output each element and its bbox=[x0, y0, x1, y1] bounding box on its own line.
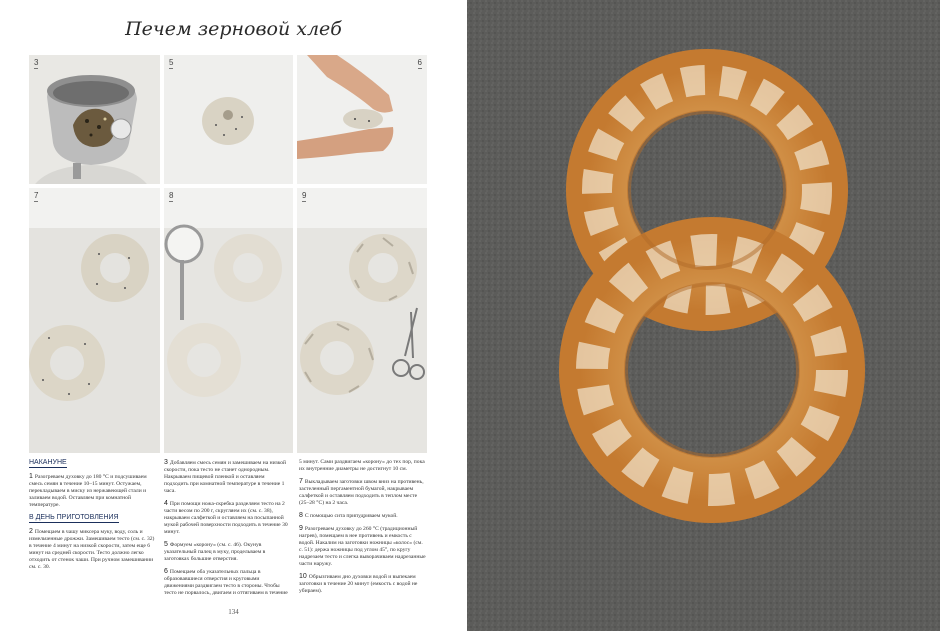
step-5: 5 Формуем «корону» (см. с. 46). Окунув указательный палец в муку, продельваем в заготовках большие отверстия. bbox=[164, 541, 266, 562]
step-number: 8 bbox=[169, 191, 174, 200]
page-number: 134 bbox=[228, 608, 239, 616]
step-number: 6 bbox=[417, 58, 422, 67]
step-10: 10 Обрызгиваем дно духовки водой и выпекаем заготовки в течение 20 минут (емкость с водой не убираем). bbox=[299, 573, 418, 594]
text-column-3 bbox=[299, 459, 427, 600]
figure-eight-bread-illustration bbox=[467, 0, 940, 631]
bread-photo bbox=[467, 0, 940, 631]
text-column-2 bbox=[164, 459, 290, 602]
section-heading-nakanune: НАКАНУНЕ bbox=[29, 459, 67, 466]
step-1: 1 Разогреваем духовку до 180 °С и подсушиваем смесь семян в течение 10–15 минут. Остужаем, перекладываем в миску из нержавеющей стали и заливаем водой. Оставляем при комнатной температуре. bbox=[29, 473, 147, 508]
step-photo-7 bbox=[29, 188, 160, 453]
step-photo-3 bbox=[29, 55, 160, 184]
step-3: 3 Добавляем смесь семян и замешиваем на низкой скорости, пока тесто не станет однородным. Накрываем пищевой пленкой и оставляем подходить при комнатной температуре в течение 1 часа. bbox=[164, 459, 286, 494]
step-8: 8 С помощью сита припудриваем мукой. bbox=[299, 512, 398, 519]
dough-ball-illustration bbox=[164, 55, 293, 184]
step-4: 4 При помощи ножа-скребка разделяем тесто на 2 части весом по 200 г, скругляем их (см. с. 38), накрываем салфеткой и оставляем на посыпанной мукой рабочей поверхности подходить в течение 30 минут. bbox=[164, 500, 288, 535]
step-6-continued: 5 минут. Сами раздвигаем «корону» до тех пор, пока их внутренние диаметры не достигнут 10 см. bbox=[299, 459, 425, 472]
step-9: 9 Разогреваем духовку до 260 °С (традиционный нагрев), помещаем в нее противень и емкость с водой. Накалим на заготовки ножницы «колос» (см. с. 51): держа ножницы под углом 45°, по кругу надрезаем тесто и слегка выворачиваем надрезанные части наружу. bbox=[299, 525, 426, 567]
text-column-1 bbox=[29, 459, 157, 576]
step-number: 7 bbox=[34, 191, 39, 200]
dough-rings-illustration bbox=[29, 188, 160, 453]
hands-shaping-illustration bbox=[297, 55, 427, 184]
left-page bbox=[0, 0, 467, 631]
step-6: 6 Помещаем оба указательных пальца в образовавшиеся отверстия и круговыми движениями раздвигаем тесто в стороны. Чтобы тесто не порвалось, двигаем и оттягиваем в течение bbox=[164, 568, 288, 596]
step-photo-6 bbox=[297, 55, 427, 184]
step-number: 3 bbox=[34, 58, 39, 67]
step-photo-8 bbox=[164, 188, 293, 453]
section-heading-v-den: В ДЕНЬ ПРИГОТОВЛЕНИЯ bbox=[29, 514, 119, 521]
step-7: 7 Выкладываем заготовки швом вниз на противень, застеленный пергаментной бумагой, накрываем салфеткой и оставляем подходить в теплом месте (25–28 °С) на 2 часа. bbox=[299, 478, 424, 506]
step-photo-5 bbox=[164, 55, 293, 184]
step-number: 9 bbox=[302, 191, 307, 200]
step-2: 2 Помещаем в чашу миксера муку, воду, соль и измельченные дрожжи. Замешиваем тесто (см. с. 32) в течение 4 минут на низкой скорости, затем еще 6 минут на средней скорости. Тесто должно легко отходить от стенок чаши. При ручном замешивании см. с. 30. bbox=[29, 528, 155, 570]
step-number: 5 bbox=[169, 58, 174, 67]
scored-rings-illustration bbox=[297, 188, 427, 453]
mixer-bowl-illustration bbox=[29, 55, 160, 184]
step-photo-9 bbox=[297, 188, 427, 453]
sieve-flour-illustration bbox=[164, 188, 293, 453]
page-title: Печем зерновой хлеб bbox=[125, 18, 342, 40]
